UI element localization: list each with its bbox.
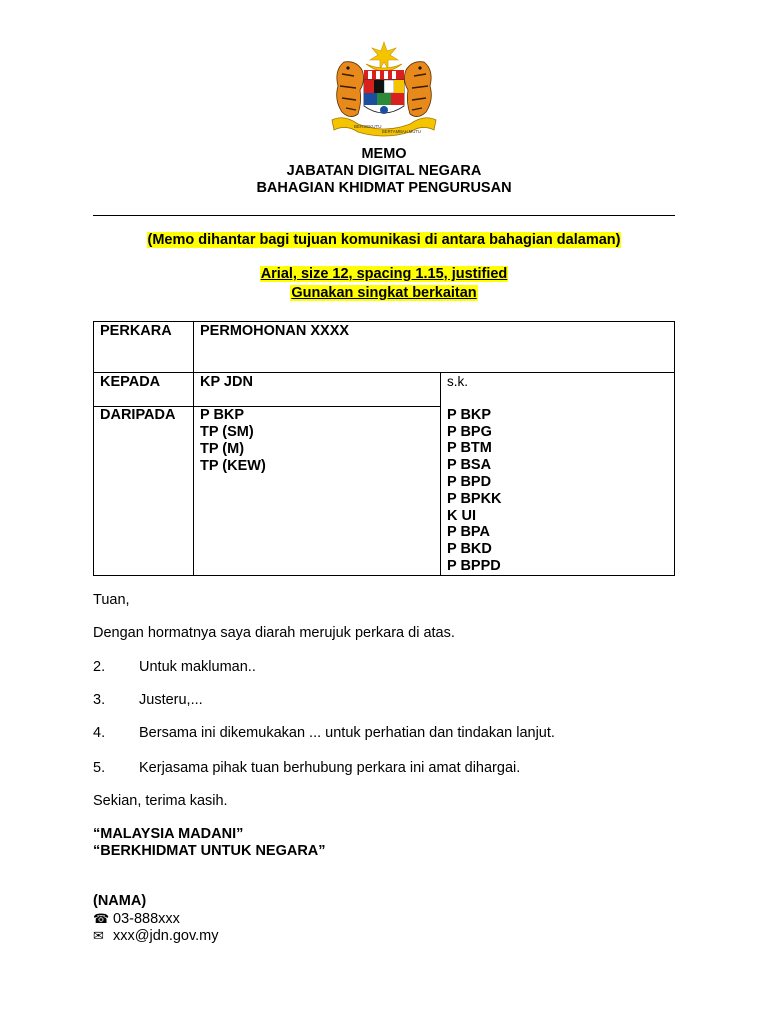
phone-line: [93, 910, 180, 928]
paragraph-text: Justeru,...: [139, 692, 203, 708]
phone-number: 03-888xxx: [113, 911, 180, 927]
daripada-item: P BKP: [200, 407, 245, 424]
sk-item: P BPKK: [447, 490, 502, 507]
envelope-icon: ✉: [93, 928, 104, 943]
perkara-label: PERKARA: [94, 322, 194, 373]
daripada-item: TP (KEW): [200, 457, 266, 474]
slogan-2: “BERKHIDMAT UNTUK NEGARA”: [93, 843, 326, 859]
abbrev-note-text: Gunakan singkat berkaitan: [291, 285, 477, 301]
sk-list: [447, 407, 668, 575]
format-note-text: Arial, size 12, spacing 1.15, justified: [260, 266, 508, 282]
header-divider: [93, 215, 675, 216]
daripada-item: TP (M): [200, 440, 245, 457]
email-line: [93, 927, 219, 945]
signatory-name: (NAMA): [93, 893, 147, 909]
sk-item: P BKP: [447, 406, 492, 423]
memo-header-table: [93, 321, 675, 576]
purpose-note-text: (Memo dihantar bagi tujuan komunikasi di antara bahagian dalaman): [147, 232, 621, 248]
email-address[interactable]: xxx@jdn.gov.my: [113, 928, 219, 944]
crest-shield: [364, 70, 404, 114]
perkara-value: PERMOHONAN XXXX: [194, 322, 675, 373]
kepada-value: KP JDN: [194, 373, 441, 407]
daripada-label: DARIPADA: [94, 407, 194, 575]
salutation: Tuan,: [93, 592, 130, 608]
paragraph-number: 4.: [93, 725, 106, 741]
kepada-row: [94, 373, 675, 407]
sk-item: P BSA: [447, 457, 492, 474]
purpose-note: [0, 231, 768, 250]
daripada-cell: [194, 407, 441, 575]
daripada-list: [200, 407, 434, 474]
paragraph-4: [93, 725, 555, 742]
kepada-label: KEPADA: [94, 373, 194, 407]
format-note: [0, 265, 768, 284]
sk-item: P BKD: [447, 541, 492, 558]
closing: Sekian, terima kasih.: [93, 793, 228, 809]
division-name: BAHAGIAN KHIDMAT PENGURUSAN: [256, 180, 512, 196]
abbrev-note: [0, 284, 768, 303]
paragraph-number: 2.: [93, 659, 106, 675]
paragraph-text: Kerjasama pihak tuan berhubung perkara ini amat dihargai.: [139, 760, 521, 776]
sk-label: s.k.: [447, 374, 469, 389]
crest-tiger-right: [404, 62, 431, 117]
crest-tiger-left: [337, 62, 364, 117]
coat-of-arms-logo: [324, 40, 444, 138]
slogan-1: “MALAYSIA MADANI”: [93, 826, 244, 842]
daripada-item: TP (SM): [200, 424, 254, 441]
paragraph-text: Untuk makluman..: [139, 659, 256, 675]
paragraph-number: 5.: [93, 760, 106, 776]
crest-motto-right: BERTAMBAH MUTU: [382, 129, 421, 134]
perkara-row: [94, 322, 675, 373]
crest-crescent: [366, 64, 402, 71]
department-name: JABATAN DIGITAL NEGARA: [286, 163, 482, 179]
paragraph-text: Bersama ini dikemukakan ... untuk perhatian dan tindakan lanjut.: [139, 725, 555, 741]
sk-item: K UI: [447, 507, 476, 524]
paragraph-number: 3.: [93, 692, 106, 708]
sk-item: P BPG: [447, 423, 492, 440]
opening-paragraph: Dengan hormatnya saya diarah merujuk perkara di atas.: [93, 625, 455, 641]
sk-item: P BPPD: [447, 557, 501, 574]
crest-motto-left: BERSEKUTU: [354, 124, 382, 129]
paragraph-2: [93, 659, 256, 676]
sk-cell: [441, 373, 675, 576]
memo-title: MEMO: [361, 146, 407, 162]
sk-item: P BPA: [447, 524, 490, 541]
sk-item: P BTM: [447, 440, 492, 457]
crest-star: [370, 42, 398, 69]
paragraph-3: [93, 692, 203, 709]
paragraph-5: [93, 760, 520, 777]
telephone-icon: ☎: [93, 911, 110, 926]
sk-item: P BPD: [447, 473, 492, 490]
